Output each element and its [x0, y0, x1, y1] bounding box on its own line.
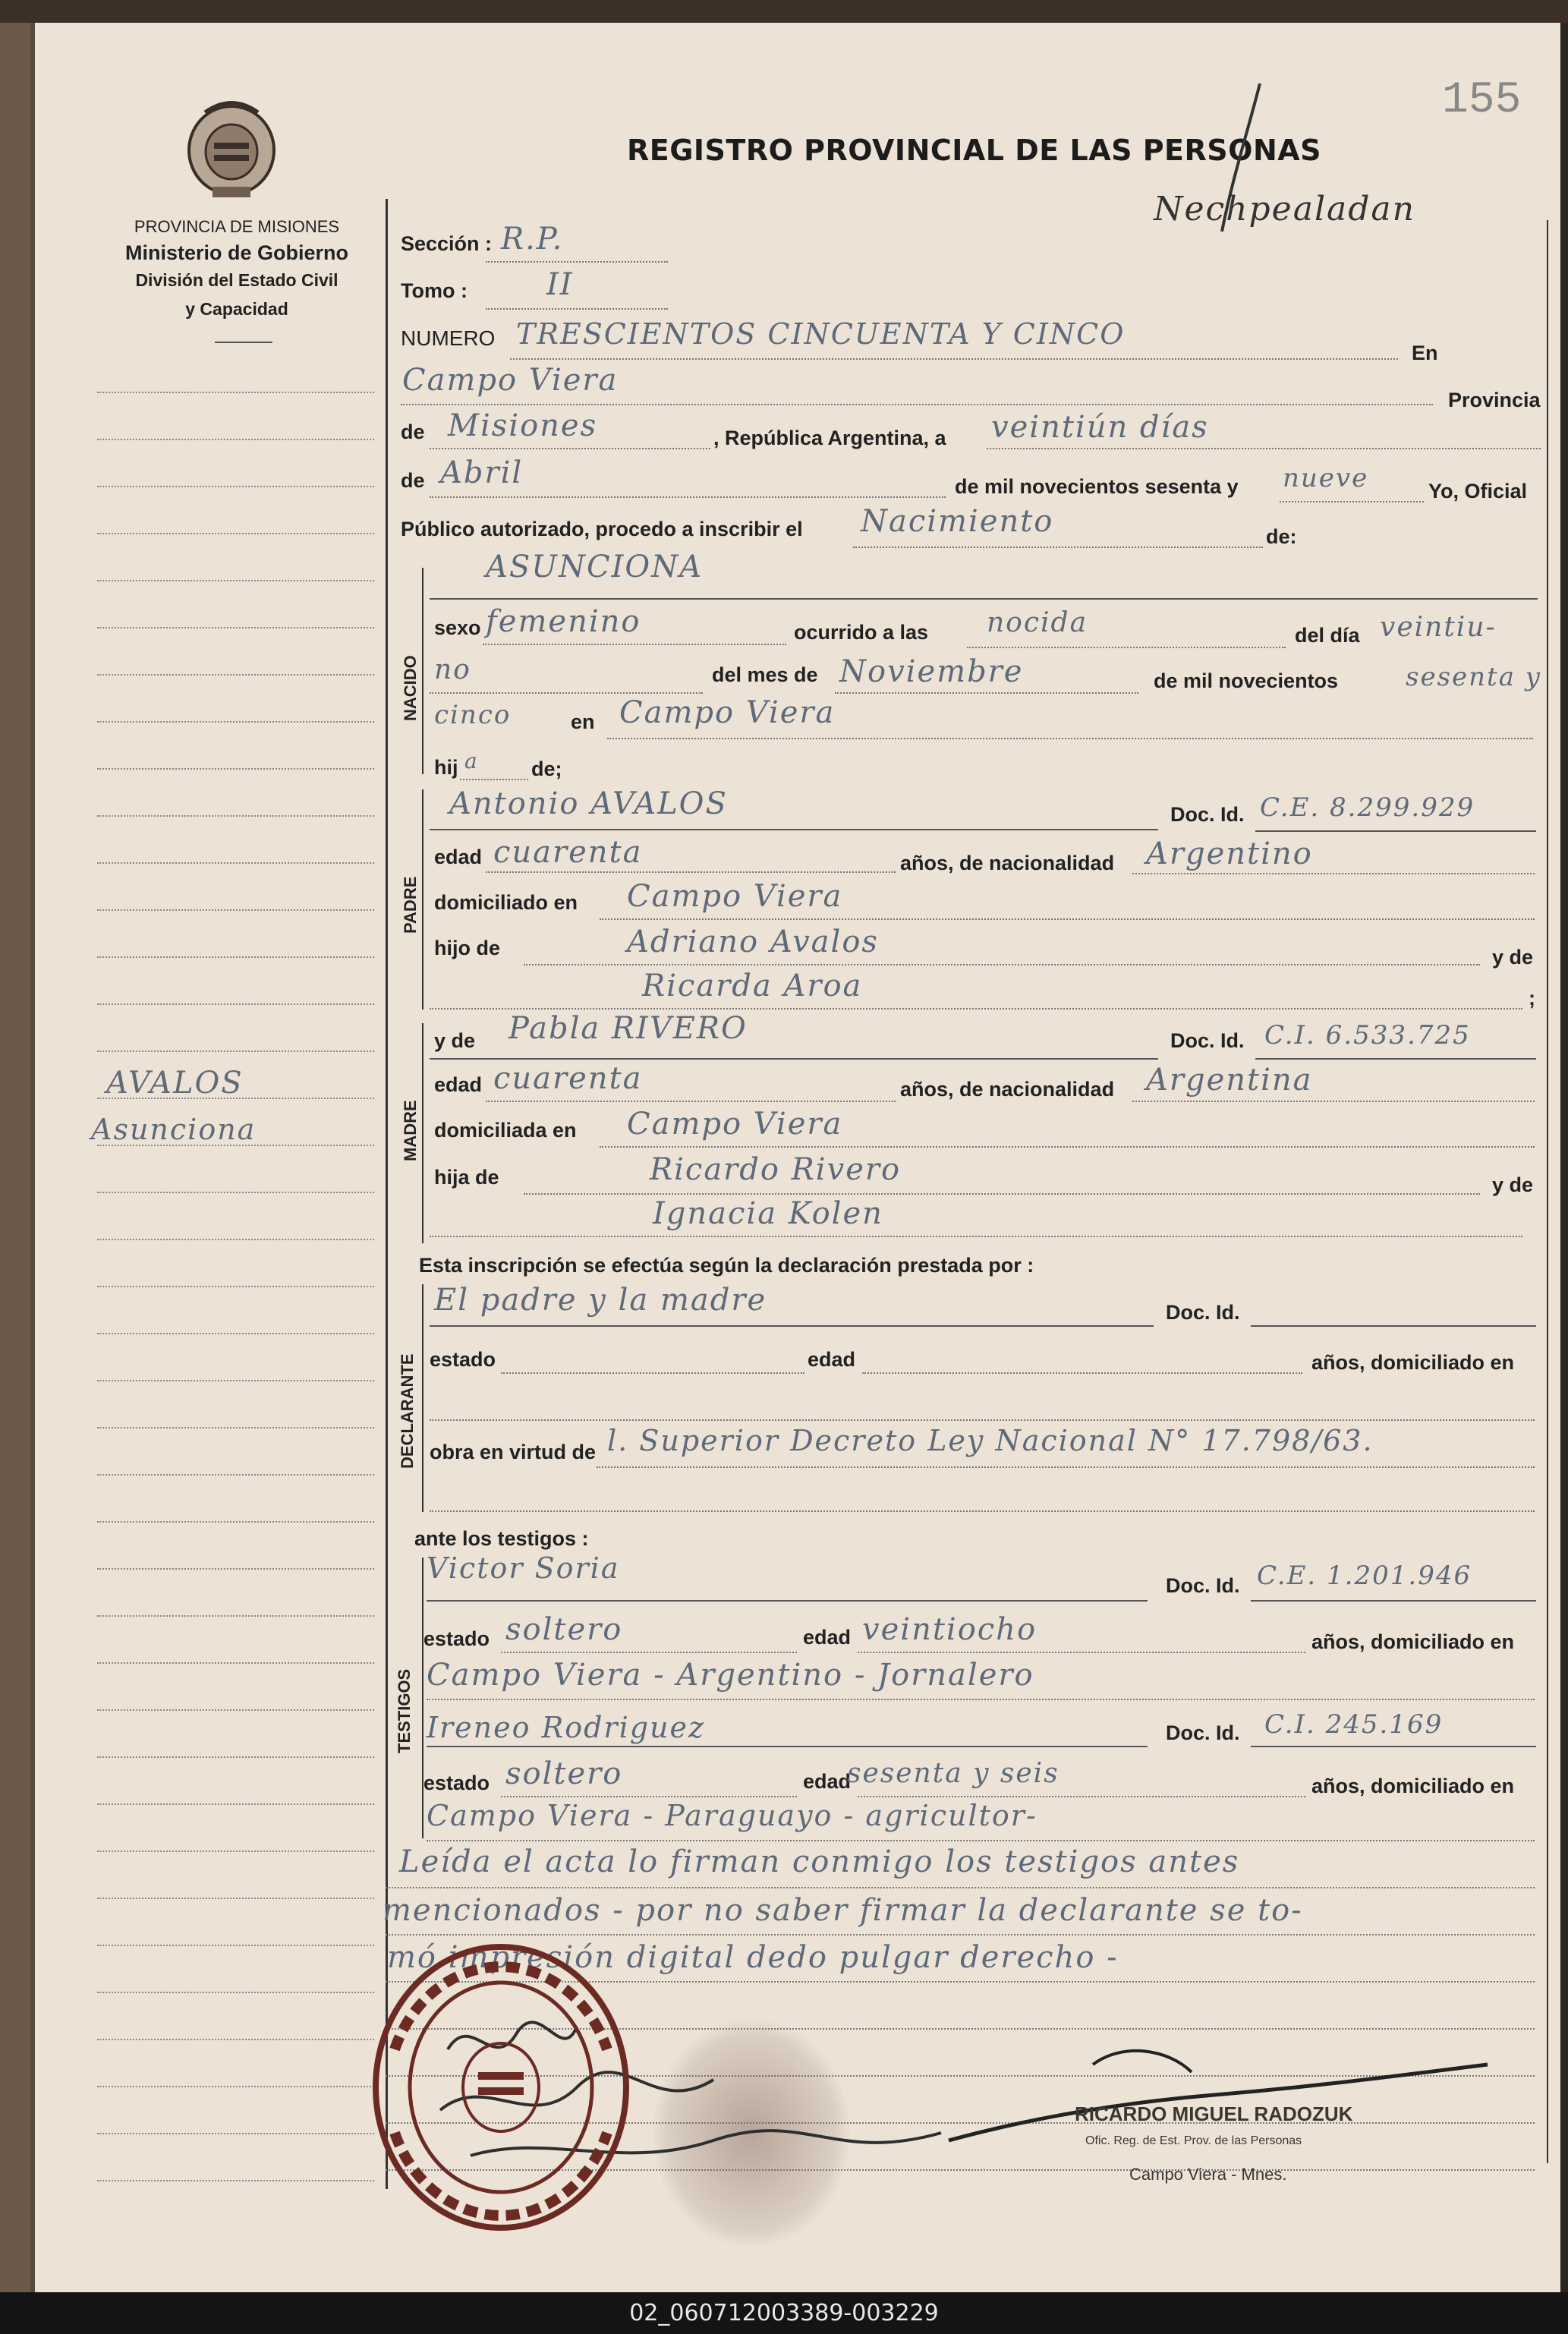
madre-domiciliada-label: domiciliada en: [434, 1119, 577, 1142]
day-value-b: no: [434, 654, 471, 685]
year-value: nueve: [1283, 463, 1369, 493]
republica-label: , República Argentina, a: [713, 427, 946, 449]
madre-doc-label: Doc. Id.: [1170, 1029, 1245, 1052]
padre-doc-value: C.E. 8.299.929: [1260, 792, 1475, 823]
column-divider: [386, 199, 388, 2189]
witness1-doc-value: C.E. 1.201.946: [1257, 1561, 1472, 1591]
madre-mother-line: [430, 1236, 1522, 1237]
official-role: Ofic. Reg. de Est. Prov. de las Personas: [1085, 2134, 1302, 2147]
nacido-en-label: en: [571, 710, 595, 733]
padre-doc-label: Doc. Id.: [1170, 803, 1245, 826]
numero-value: TRESCIENTOS CINCUENTA Y CINCO: [516, 317, 1126, 351]
madre-domiciliada-value: Campo Viera: [627, 1107, 843, 1142]
witness2-estado-line: [501, 1796, 797, 1797]
province-value: Misiones: [448, 408, 598, 443]
witness1-estado-line: [501, 1652, 797, 1653]
official-name: RICARDO MIGUEL RADOZUK: [1075, 2102, 1353, 2125]
declarante-obra-value: l. Superior Decreto Ley Nacional N° 17.798/63.: [607, 1424, 1374, 1457]
oficial-label: Yo, Oficial: [1428, 480, 1528, 502]
ocurrido-label: ocurrido a las: [794, 621, 929, 644]
header-annotation: Nechpealadan: [1154, 190, 1415, 228]
month-line: [430, 496, 946, 498]
witness2-doc-value: C.I. 245.169: [1264, 1709, 1444, 1740]
scan-file-id: 02_060712003389-003229: [629, 2300, 939, 2326]
day-line: [987, 448, 1541, 449]
day-b-line: [430, 692, 703, 694]
padre-name-line: [430, 829, 1158, 830]
madre-doc-line: [1255, 1058, 1536, 1060]
declarante-anos-label: años, domiciliado en: [1311, 1351, 1515, 1374]
act-line: [853, 546, 1263, 548]
declarante-doc-line: [1251, 1325, 1536, 1327]
witness2-domicilio-line: [427, 1840, 1535, 1841]
witness1-edad-label: edad: [803, 1626, 852, 1649]
seccion-value: R.P.: [501, 222, 564, 257]
del-dia-label: del día: [1295, 624, 1360, 647]
closing-line2: mencionados - por no saber firmar la declarante se to-: [383, 1893, 1303, 1928]
padre-domiciliado-line: [600, 918, 1535, 920]
declarante-name: El padre y la madre: [434, 1283, 767, 1318]
madre-yde-label: y de: [434, 1029, 476, 1052]
padre-domiciliado-label: domiciliado en: [434, 891, 578, 914]
witness2-doc-line: [1251, 1746, 1536, 1747]
padre-nacionalidad-value: Argentino: [1146, 836, 1313, 871]
padre-father-line: [524, 964, 1480, 965]
declarante-extra-line: [430, 1510, 1535, 1512]
mes-value: Noviembre: [839, 654, 1024, 689]
madre-yde2-label: y de: [1492, 1173, 1534, 1196]
madre-nacionalidad-label: años, de nacionalidad: [900, 1078, 1115, 1101]
margin-given-name: Asunciona: [91, 1113, 257, 1146]
official-place: Campo Viera - Mnes.: [1129, 2165, 1287, 2184]
tomo-line: [486, 308, 668, 310]
tomo-label: Tomo :: [401, 279, 468, 302]
nacido-de-label: de;: [531, 758, 562, 780]
mes-label: del mes de: [712, 663, 818, 686]
declarante-obra-label: obra en virtud de: [430, 1441, 597, 1463]
padre-hijo-label: hijo de: [434, 937, 500, 959]
place-value: Campo Viera: [402, 363, 619, 398]
hija-line: [460, 779, 528, 780]
seccion-line: [486, 261, 668, 263]
numero-label: NUMERO: [401, 326, 496, 350]
witness1-anos-label: años, domiciliado en: [1311, 1630, 1515, 1653]
closing-line1: Leída el acta lo firman conmigo los testigos antes: [399, 1844, 1240, 1879]
madre-bracket: [422, 1023, 423, 1243]
padre-mother-value: Ricarda Aroa: [642, 969, 863, 1003]
de-label: de: [401, 420, 425, 443]
day-value-a: veintiu-: [1380, 612, 1497, 643]
witness1-domicilio: Campo Viera - Argentino - Jornalero: [427, 1658, 1034, 1693]
madre-nacionalidad-value: Argentina: [1146, 1063, 1313, 1098]
sexo-value: femenino: [486, 604, 641, 639]
witness1-doc-label: Doc. Id.: [1166, 1574, 1240, 1597]
nacido-year-value-b: cinco: [434, 700, 512, 730]
declarante-estado-line: [501, 1372, 804, 1374]
padre-section-label: PADRE: [401, 876, 420, 934]
scan-top-edge: [0, 0, 1568, 23]
hour-line: [967, 647, 1286, 648]
document-title: REGISTRO PROVINCIAL DE LAS PERSONAS: [627, 134, 1322, 167]
provincia-label: Provincia: [1448, 389, 1541, 411]
province-line: [430, 448, 710, 449]
witness1-edad-line: [858, 1652, 1305, 1653]
closing-line3: mó impresión digital dedo pulgar derecho -: [387, 1940, 1119, 1975]
padre-father-value: Adriano Avalos: [627, 924, 879, 959]
declarante-name-line: [430, 1325, 1154, 1327]
declarante-edad-line: [862, 1372, 1302, 1374]
witness1-domicilio-line: [427, 1699, 1535, 1700]
closing-line1-rule: [386, 1887, 1535, 1888]
madre-mother-value: Ignacia Kolen: [653, 1196, 883, 1231]
madre-name-line: [430, 1058, 1158, 1060]
sexo-label: sexo: [434, 616, 481, 639]
place-line: [401, 404, 1433, 405]
padre-mother-line: [430, 1008, 1522, 1010]
nacido-year-label: de mil novecientos: [1154, 669, 1339, 692]
padre-semicolon: ;: [1529, 987, 1535, 1010]
witness2-name: Ireneo Rodriguez: [427, 1711, 706, 1744]
tomo-value: II: [546, 267, 574, 302]
witness1-name: Victor Soria: [427, 1551, 620, 1585]
en-label: En: [1412, 342, 1438, 364]
month-value: Abril: [440, 455, 524, 490]
nacido-name: ASUNCIONA: [486, 550, 704, 584]
act-value: Nacimiento: [861, 504, 1054, 539]
header-annotation-stroke: [1207, 83, 1275, 235]
header-divider: [215, 342, 272, 343]
margin-surname: AVALOS: [106, 1066, 244, 1101]
testigos-section-label: TESTIGOS: [395, 1668, 414, 1753]
witness2-domicilio: Campo Viera - Paraguayo - agricultor-: [427, 1799, 1037, 1832]
padre-name: Antonio AVALOS: [449, 786, 728, 821]
testigos-bracket: [422, 1558, 423, 1838]
padre-bracket: [422, 789, 423, 1010]
madre-edad-label: edad: [434, 1073, 483, 1096]
witness2-estado-label: estado: [423, 1772, 490, 1794]
madre-edad-value: cuarenta: [493, 1061, 643, 1096]
witness1-doc-line: [1251, 1600, 1536, 1602]
madre-father-line: [524, 1193, 1480, 1195]
nacido-bracket: [422, 568, 423, 774]
hija-suffix: a: [464, 748, 479, 773]
witness1-edad-value: veintiocho: [862, 1612, 1037, 1647]
nacido-place-line: [607, 738, 1533, 739]
padre-doc-line: [1255, 830, 1536, 832]
padre-edad-value: cuarenta: [493, 835, 643, 870]
declarante-intro: Esta inscripción se efectúa según la declaración prestada por :: [419, 1254, 1034, 1277]
witness2-anos-label: años, domiciliado en: [1311, 1775, 1515, 1797]
declarante-edad-label: edad: [808, 1348, 856, 1371]
witness2-doc-label: Doc. Id.: [1166, 1721, 1240, 1744]
nacido-year-value-a: sesenta y: [1406, 662, 1541, 692]
padre-yde-label: y de: [1492, 946, 1534, 969]
year-line: [1280, 501, 1424, 502]
madre-edad-line: [486, 1101, 896, 1102]
publico-label: Público autorizado, procedo a inscribir el: [401, 518, 803, 540]
book-spine: [0, 23, 30, 2292]
witness2-edad-line: [858, 1796, 1305, 1797]
hija-label: hij: [434, 756, 458, 779]
declarante-obra-line: [597, 1466, 1535, 1468]
witness1-estado-label: estado: [423, 1627, 490, 1650]
sexo-line: [483, 644, 786, 645]
division-name: División del Estado Civil: [135, 270, 338, 290]
mes-line: [835, 692, 1138, 694]
padre-edad-line: [486, 871, 896, 873]
padre-nacionalidad-line: [1132, 873, 1535, 874]
declarante-bracket: [422, 1284, 423, 1512]
nacido-name-line: [430, 598, 1538, 600]
witness2-name-line: [427, 1746, 1148, 1747]
witness2-edad-label: edad: [803, 1770, 852, 1793]
de3-label: de:: [1266, 525, 1297, 548]
madre-hija-label: hija de: [434, 1166, 499, 1189]
numero-line: [510, 358, 1398, 360]
padre-domiciliado-value: Campo Viera: [627, 879, 843, 914]
coat-of-arms-icon: [182, 97, 281, 203]
registry-seal-stamp: [364, 1936, 638, 2239]
madre-father-value: Ricardo Rivero: [650, 1152, 902, 1187]
ministry-name: Ministerio de Gobierno: [124, 241, 349, 264]
nacido-section-label: NACIDO: [401, 655, 420, 721]
padre-edad-label: edad: [434, 846, 483, 868]
witness1-estado-value: soltero: [505, 1612, 623, 1647]
declarante-section-label: DECLARANTE: [398, 1353, 417, 1469]
day-value: veintiún días: [991, 410, 1209, 445]
declarante-domicilio-line: [430, 1419, 1535, 1421]
witness2-estado-value: soltero: [505, 1756, 623, 1791]
declarante-doc-label: Doc. Id.: [1166, 1301, 1240, 1324]
declarante-estado-label: estado: [430, 1348, 496, 1371]
witness2-edad-value: sesenta y seis: [847, 1758, 1060, 1789]
padre-nacionalidad-label: años, de nacionalidad: [900, 852, 1115, 874]
testigos-intro: ante los testigos :: [414, 1527, 589, 1550]
year-label: de mil novecientos sesenta y: [955, 475, 1239, 498]
nacido-place-value: Campo Viera: [619, 695, 836, 730]
madre-name: Pabla RIVERO: [508, 1011, 748, 1046]
division-capacity: y Capacidad: [185, 299, 288, 319]
madre-nacionalidad-line: [1132, 1101, 1535, 1102]
province-name: PROVINCIA DE MISIONES: [134, 217, 340, 236]
right-border: [1547, 220, 1548, 2163]
madre-doc-value: C.I. 6.533.725: [1264, 1020, 1471, 1050]
madre-section-label: MADRE: [401, 1100, 420, 1161]
seccion-label: Sección :: [401, 232, 493, 255]
hour-value: nocida: [987, 607, 1088, 638]
page-number: 155: [1442, 76, 1522, 125]
witness1-name-line: [427, 1600, 1148, 1602]
de2-label: de: [401, 469, 425, 492]
madre-domiciliada-line: [600, 1146, 1535, 1148]
